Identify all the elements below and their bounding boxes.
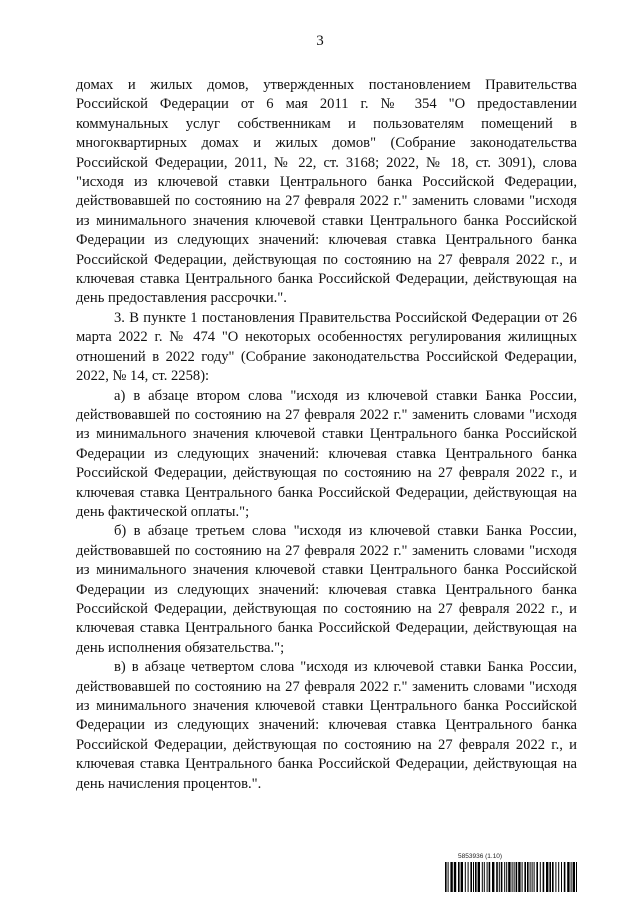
barcode-bar [478,862,480,892]
barcode-bar [564,862,566,892]
barcode-bar [450,862,452,892]
barcode-bar [516,862,518,892]
barcode-bar [473,862,474,892]
barcode-bar [540,862,541,892]
barcode-bar [461,862,463,892]
barcode-bar [518,862,520,892]
barcode-bar [470,862,472,892]
document-body [76,76,577,794]
paragraph-item-3: 3. В пункте 1 постановления Правительства Российской Федерации от 26 марта 2022 г. № 474 "О некоторых особенностях регулирования жилищных отношений в 2022 году" (Собрание законодательства Российской Федерации, 2022, № 14, ст. 2258): [76,309,577,385]
barcode-bar [522,862,523,892]
barcode-bar [534,862,535,892]
barcode-bar [501,862,503,892]
barcode-bar [499,862,500,892]
barcode-bar [549,862,551,892]
barcode-bar [468,862,469,892]
barcode-bar [489,862,491,892]
barcode-bar [571,862,572,892]
barcode-bar [543,862,545,892]
barcode-bar [496,862,498,892]
barcode-bar [530,862,531,892]
barcode-bar [546,862,548,892]
barcode-bar [512,862,513,892]
barcode-bar [458,862,460,892]
barcode-bar [536,862,538,892]
paragraph-subitem-v: в) в абзаце четвертом слова "исходя из ключевой ставки Банка России, действовавшей по состоянию на 27 февраля 2022 г." заменить словами "исходя из минимального значения ключевой ставки Центрального банка Российской Федерации из следующих значений: ключевая ставка Центрального банка Российской Федерации, действующая по состоянию на 27 февраля 2022 г., и ключевая ставка Центрального банка Российской Федерации, действующая на день начисления процентов.". [76,659,577,792]
barcode-bar [558,862,559,892]
barcode-bar [555,862,556,892]
barcode-bar [532,862,533,892]
barcode-bar [524,862,526,892]
paragraph-continuation: домах и жилых домов, утвержденных постановлением Правительства Российской Федерации от 6 мая 2011 г. № 354 "О предоставлении коммунальных услуг собственникам и пользователям помещений в многоквартирных домах и жилых домов" (Собрание законодательства Российской Федерации, 2011, № 22, ст. 3168; 2022, № 18, ст. 3091), слова "исходя из ключевой ставки Центрального банка Российской Федерации, действовавшей по состоянию на 27 февраля 2022 г." заменить словами "исходя из минимального значения ключевой ставки Центрального банка Российской Федерации из следующих значений: ключевая ставка Центрального банка Российской Федерации, действующая по состоянию на 27 февраля 2022 г., и ключевая ставка Центрального банка Российской Федерации, действующая на день предоставления рассрочки.". [76,77,577,307]
barcode-bar [454,862,456,892]
barcode-bar [448,862,449,892]
barcode-bar [573,862,575,892]
barcode-bar [482,862,483,892]
paragraph-subitem-a: а) в абзаце втором слова "исходя из ключевой ставки Банка России, действовавшей по состоянию на 27 февраля 2022 г." заменить словами "исходя из минимального значения ключевой ставки Центрального банка Российской Федерации из следующих значений: ключевая ставка Центрального банка Российской Федерации, действующая по состоянию на 27 февраля 2022 г., и ключевая ставка Центрального банка Российской Федерации, действующая на день фактической оплаты."; [76,387,577,520]
barcode-bar [492,862,494,892]
barcode-bar [484,862,485,892]
barcode-bar [514,862,515,892]
barcode-bar [527,862,529,892]
barcode-bar [552,862,554,892]
barcode-bar [506,862,507,892]
barcode-bar [576,862,577,892]
barcode-bar [475,862,477,892]
barcode-bar [561,862,562,892]
page-number: 3 [316,33,324,49]
paragraph-subitem-b: б) в абзаце третьем слова "исходя из ключевой ставки Банка России, действовавшей по состоянию на 27 февраля 2022 г." заменить словами "исходя из минимального значения ключевой ставки Центрального банка Российской Федерации из следующих значений: ключевая ставка Центрального банка Российской Федерации, действующая по состоянию на 27 февраля 2022 г., и ключевая ставка Центрального банка Российской Федерации, действующая на день исполнения обязательства."; [76,523,577,656]
barcode-bar [465,862,466,892]
barcode-bar [445,862,447,892]
barcode-bar [567,862,569,892]
barcode-bar [504,862,505,892]
barcode-bar [487,862,488,892]
barcode-image [445,862,577,892]
barcode-number: 5853936 (1.10) [458,853,503,860]
barcode-bar [508,862,510,892]
